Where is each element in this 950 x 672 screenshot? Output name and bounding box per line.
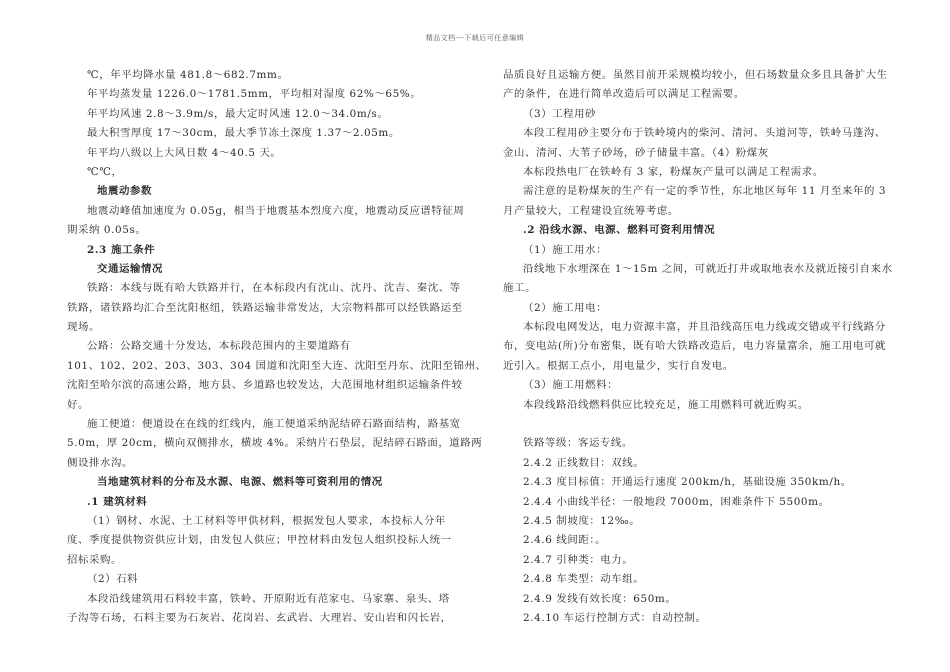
right-text-line: 2.4.6 线间距：。 [523, 534, 607, 547]
right-text-line: （1）施工用水： [523, 243, 608, 256]
right-text-line: 需注意的是粉煤灰的生产有一定的季节性，东北地区每年 11 月至来年的 3 [523, 185, 887, 198]
left-text-line: 施工便道：便道设在在线的红线内，施工便道采纳泥结碎石路面结构，路基宽 [87, 418, 461, 431]
right-text-line: .2 沿线水源、电源、燃料可资利用情况 [523, 224, 716, 237]
left-text-line: ℃℃， [87, 165, 123, 178]
right-text-line: 品质良好且运输方便。虽然目前开采规模均较小，但石场数量众多且具备扩大生 [503, 69, 888, 81]
right-text-line: 2.4.3 度目标值：开通运行速度 200km/h，基础设施 350km/h。 [523, 476, 852, 489]
page-header: 精品文档---下载后可任意编辑 [425, 34, 525, 42]
left-text-line: .1 建筑材料 [87, 495, 148, 508]
left-text-line: 当地建筑材料的分布及水源、电源、燃料等可资利用的情况 [97, 476, 383, 489]
left-text-line: 最大积雪厚度 17～30cm，最大季节冻土深度 1.37～2.05m。 [87, 127, 400, 140]
left-text-line: 本段沿线建筑用石料较丰富，铁岭、开原附近有范家屯、马家寨、泉头、塔 [87, 592, 450, 605]
right-text-line: 本段线路沿线燃料供应比较充足，施工用燃料可就近购买。 [523, 398, 809, 411]
left-text-line: 地震动参数 [97, 185, 152, 198]
right-text-line: 近引入。根据工点小，用电量少，实行自发电。 [503, 359, 734, 372]
left-text-line: 年平均蒸发量 1226.0～1781.5mm，平均相对湿度 62%～65%。 [87, 88, 422, 101]
left-text-line: 年平均风速 2.8～3.9m/s，最大定时风速 12.0～34.0m/s。 [87, 107, 389, 120]
right-text-line: 本标段电网发达，电力资源丰富，并且沿线高压电力线或交错或平行线路分 [523, 321, 886, 334]
left-text-line: 101、102、202、203、303、304 国道和沈阳至大连、沈阳至丹东、沈阳至锦州、 [67, 359, 487, 372]
left-text-line: 招标采购。 [67, 553, 122, 566]
right-text-line: 施工。 [503, 282, 536, 295]
left-text-line: 5.0m，厚 20cm，横向双侧排水，横坡 4%。采纳片石垫层，泥结碎石路面，道路两 [67, 437, 483, 450]
left-text-line: 侧设排水沟。 [67, 456, 133, 469]
right-text-line: 本段工程用砂主要分布于铁岭境内的柴河、清河、头道河等，铁岭马蓬沟、 [523, 127, 886, 140]
right-text-line: 铁路等级：客运专线。 [523, 437, 633, 450]
left-text-line: （1）钢材、水泥、土工材料等甲供材料，根据发包人要求，本投标人分年 [87, 514, 446, 527]
left-text-line: 期采纳 0.05s。 [67, 224, 147, 237]
right-text-line: 2.4.5 制坡度：12‰。 [523, 514, 641, 527]
left-text-line: 现场。 [67, 321, 100, 334]
right-column [503, 66, 913, 628]
right-text-line: 产的条件，在进行简单改造后可以满足工程需要。 [503, 88, 745, 101]
right-text-line: 2.4.10 车运行控制方式：自动控制。 [523, 611, 707, 624]
right-text-line: 本标段热电厂在铁岭有 3 家，粉煤灰产量可以满足工程需求。 [523, 165, 824, 178]
right-text-line: 2.4.8 车类型：动车组。 [523, 573, 645, 586]
left-text-line: 铁路，诸铁路均汇合至沈阳枢纽，铁路运输非常发达，大宗物料都可以经铁路运至 [67, 301, 463, 314]
right-text-line: 布，变电站(所)分布密集，既有哈大铁路改造后，电力容量富余，施工用电可就 [503, 340, 886, 353]
left-text-line: 年平均八级以上大风日数 4～40.5 天。 [87, 146, 282, 159]
right-text-line: （2）施工用电： [523, 301, 608, 314]
left-text-line: 2.3 施工条件 [87, 243, 156, 256]
right-text-line: 2.4.9 发线有效长度：650m。 [523, 592, 677, 605]
left-text-line: 铁路：本线与既有哈大铁路并行，在本标段内有沈山、沈丹、沈吉、秦沈、等 [87, 282, 461, 295]
right-text-line: （3）施工用燃料： [523, 379, 619, 392]
right-text-line: 2.4.7 引种类：电力。 [523, 553, 634, 566]
left-text-line: （2）石料 [87, 573, 139, 586]
left-text-line: 子沟等石场，石料主要为石灰岩、花岗岩、玄武岩、大理岩、安山岩和闪长岩， [67, 611, 452, 624]
right-text-line: 月产量较大，工程建设宜统筹考虑。 [503, 204, 679, 217]
right-text-line [503, 415, 913, 434]
left-text-line: 地震动峰值加速度为 0.05g，相当于地震基本烈度六度，地震动反应谱特征周 [87, 204, 465, 217]
left-text-line: 好。 [67, 398, 89, 411]
left-text-line: 沈阳至哈尔滨的高速公路，地方县、乡道路也较发达，大范围地材组织运输条件较 [67, 379, 463, 392]
right-text-line: 2.4.2 正线数目：双线。 [523, 456, 645, 469]
right-text-line: 沿线地下水埋深在 1～15m 之间，可就近打井或取地表水及就近接引自来水 [523, 262, 893, 275]
left-text-line: ℃，年平均降水量 481.8～682.7mm。 [87, 69, 289, 81]
right-text-line: 金山、清河、大苇子砂场，砂子储量丰富。（4）粉煤灰 [503, 146, 769, 159]
left-text-line: 度、季度提供物资供应计划，由发包人供应；甲控材料由发包人组织投标人统一 [67, 534, 452, 547]
left-text-line: 交通运输情况 [97, 262, 163, 275]
right-text-line: （3）工程用砂 [523, 107, 597, 120]
left-text-line: 公路：公路交通十分发达，本标段范围内的主要道路有 [87, 340, 351, 353]
right-text-line: 2.4.4 小曲线半径：一般地段 7000m，困难条件下 5500m。 [523, 495, 830, 508]
left-column [67, 66, 487, 628]
